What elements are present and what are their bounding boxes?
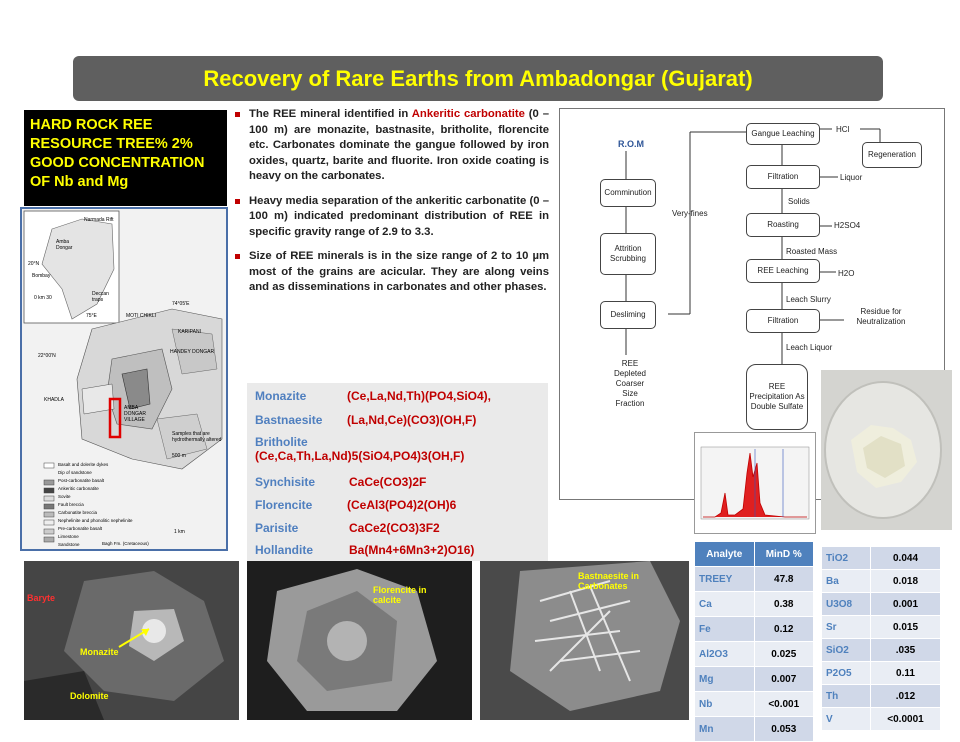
table-row: [822, 708, 941, 731]
bullet-item: [233, 194, 549, 241]
table-row: [695, 717, 814, 742]
flow-step: Filtration: [746, 309, 820, 333]
table-cell: Sr: [822, 616, 871, 639]
mineral-formula: (Ce,Ca,Th,La,Nd)5(SiO4,PO4)3(OH,F): [255, 449, 465, 463]
table-cell: 0.12: [754, 617, 814, 642]
mineral-name: Synchisite: [255, 475, 316, 489]
table-header-cell: Analyte: [695, 542, 755, 567]
table-cell: 0.001: [871, 593, 941, 616]
bullet-text: Heavy media separation of the ankeritic carbonatite (0 – 100 m) indicated predominant distribution of REE in specific gravity range of 2.9 to 3.3.: [249, 194, 549, 238]
table-row: [695, 592, 814, 617]
table-cell: Th: [822, 685, 871, 708]
legend-item: Ankeritic carbonatite: [58, 486, 99, 491]
sem-label: Florencite in calcite: [373, 585, 427, 605]
eds-spectrum-image: [694, 432, 816, 534]
table-row: [822, 593, 941, 616]
table-cell: <0.001: [754, 692, 814, 717]
flow-label: Leach Slurry: [786, 295, 831, 304]
table-row: [695, 567, 814, 592]
table-cell: .012: [871, 685, 941, 708]
flow-label: REE Depleted Coarser Size Fraction: [613, 359, 647, 408]
table-cell: Mn: [695, 717, 755, 742]
map-label: 500 m: [172, 453, 186, 459]
map-label: 75°E: [86, 313, 97, 319]
table-cell: Ca: [695, 592, 755, 617]
flow-step: Regeneration: [862, 142, 922, 168]
table-cell: TREEY: [695, 567, 755, 592]
oxide-table: [821, 546, 941, 731]
legend-item: Pre-carbonatite basalt: [58, 526, 103, 531]
flow-step: Gangue Leaching: [746, 123, 820, 145]
table-cell: 0.007: [754, 667, 814, 692]
flow-label: H2SO4: [834, 221, 861, 230]
table-cell: U3O8: [822, 593, 871, 616]
sem-label: Dolomite: [70, 691, 109, 701]
mineral-name: Monazite: [255, 389, 307, 403]
table-row: [695, 617, 814, 642]
hard-rock-line: HARD ROCK REE: [30, 117, 153, 133]
flow-step: Comminution: [600, 179, 656, 207]
map-label: Bombay: [32, 273, 51, 279]
table-row: [695, 667, 814, 692]
table-cell: P2O5: [822, 662, 871, 685]
sem-label: Baryte: [27, 593, 56, 603]
table-cell: Ba: [822, 570, 871, 593]
map-legend: [58, 461, 168, 549]
map-label: 74°05'E: [172, 301, 190, 307]
sem-image-florencite: [247, 561, 472, 720]
table-cell: Nb: [695, 692, 755, 717]
spectrum-plot: [695, 433, 815, 533]
table-row: [822, 685, 941, 708]
flow-label: Solids: [788, 197, 810, 206]
map-label: 0 km 30: [34, 295, 52, 301]
map-label: 1 km: [174, 529, 185, 535]
map-label: Amba Dongar: [56, 239, 73, 251]
map-label: AMBA DONGAR VILLAGE: [124, 405, 146, 423]
map-label: 22°00'N: [38, 353, 56, 359]
mineral-formula: CaCe(CO3)2F: [349, 475, 427, 489]
table-cell: 0.025: [754, 642, 814, 667]
sem-label: Bastnaesite in Carbonates: [578, 571, 640, 591]
table-row: [695, 642, 814, 667]
sem-image-monazite: [24, 561, 239, 720]
table-cell: 0.38: [754, 592, 814, 617]
sem-label: Monazite: [80, 647, 119, 657]
hard-rock-summary: [24, 110, 227, 206]
mineral-row: [255, 389, 492, 403]
mineral-formula: (Ce,La,Nd,Th)(PO4,SiO4),: [347, 389, 492, 403]
table-cell: Al2O3: [695, 642, 755, 667]
mineral-name: Parisite: [255, 521, 299, 535]
flow-step: Attrition Scrubbing: [600, 233, 656, 275]
table-cell: 0.018: [871, 570, 941, 593]
table-cell: Mg: [695, 667, 755, 692]
mineral-row: [255, 498, 457, 512]
table-cell: <0.0001: [871, 708, 941, 731]
flow-step: REE Precipitation As Double Sulfate: [746, 364, 808, 430]
table-cell: 0.053: [754, 717, 814, 742]
map-label: KARIPANI: [178, 329, 201, 335]
mineral-formula: CaCe2(CO3)3F2: [349, 521, 440, 535]
mineral-name: Florencite: [255, 498, 313, 512]
table-cell: 0.044: [871, 547, 941, 570]
bullet-marker: [235, 199, 240, 204]
map-label: Deccan traps: [92, 291, 109, 303]
hard-rock-line: RESOURCE TREE% 2%: [30, 136, 193, 152]
hard-rock-line: GOOD CONCENTRATION: [30, 155, 205, 171]
legend-item: Nephelinite and phonolitic nephelinite: [58, 518, 133, 523]
bullet-list: [233, 107, 549, 305]
bullet-marker: [235, 254, 240, 259]
legend-item: Fault breccia: [58, 502, 84, 507]
mineral-row: [255, 435, 464, 463]
table-row: [695, 692, 814, 717]
map-label: Samples that are hydrothermally altered: [172, 431, 222, 443]
table-row: [822, 639, 941, 662]
flow-step: Roasting: [746, 213, 820, 237]
analyte-table: [694, 541, 814, 742]
ree-powder-photo: [821, 370, 952, 530]
mineral-row: [255, 475, 427, 489]
flow-step: Filtration: [746, 165, 820, 189]
map-label: 20°N: [28, 261, 40, 267]
table-row: [822, 547, 941, 570]
table-row: [822, 662, 941, 685]
mineral-formula: (La,Nd,Ce)(CO3)(OH,F): [347, 413, 477, 427]
mineral-row: [255, 543, 475, 557]
table-cell: SiO2: [822, 639, 871, 662]
flow-step: Desliming: [600, 301, 656, 329]
map-label: KHADLA: [44, 397, 65, 403]
legend-item: Post-carbonatite basalt: [58, 478, 105, 483]
map-label: MOTI CHIKLI: [126, 313, 157, 319]
bullet-item: [233, 107, 549, 185]
legend-item: Sovite: [58, 494, 71, 499]
flow-label: Liquor: [840, 173, 863, 182]
table-cell: .035: [871, 639, 941, 662]
sem-texture: [247, 561, 472, 720]
legend-item: Sandstone: [58, 542, 80, 547]
bullet-marker: [235, 112, 240, 117]
table-header-row: [695, 542, 814, 567]
flow-label: R.O.M: [618, 139, 644, 149]
flow-label: H2O: [838, 269, 855, 278]
map-label: Narmada Rift: [84, 217, 114, 223]
legend-item: Carbonatite breccia: [58, 510, 98, 515]
powder-drawing: [821, 370, 952, 530]
table-header-cell: MinD %: [754, 542, 814, 567]
flow-label: Residue for Neutralization: [856, 307, 906, 326]
hard-rock-line: OF Nb and Mg: [30, 174, 129, 190]
mineral-row: [255, 413, 477, 427]
table-row: [822, 570, 941, 593]
page-title: Recovery of Rare Earths from Ambadongar (Gujarat): [73, 56, 883, 101]
table-cell: TiO2: [822, 547, 871, 570]
flow-step: REE Leaching: [746, 259, 820, 283]
map-label: HANDEY DONGAR: [170, 349, 215, 355]
mineral-formula: Ba(Mn4+6Mn3+2)O16): [349, 543, 475, 557]
mineral-name: Hollandite: [255, 543, 314, 557]
table-row: [822, 616, 941, 639]
legend-item: Limestone: [58, 534, 79, 539]
bullet-text: The REE mineral identified in: [249, 108, 412, 120]
mineral-formula: (CeAl3(PO4)2(OH)6: [347, 498, 457, 512]
legend-item: Bagh Fm. (Cretaceous): [102, 541, 149, 546]
bullet-text: Size of REE minerals is in the size range of 2 to 10 µm most of the grains are acicular. They are along veins and as disseminations in carbonates and other phases.: [249, 250, 549, 293]
flow-label: Leach Liquor: [786, 343, 833, 352]
mineral-name: Bastnaesite: [255, 413, 323, 427]
mineral-row: [255, 521, 440, 535]
table-cell: Fe: [695, 617, 755, 642]
highlight-text: Ankeritic carbonatite: [411, 108, 525, 120]
bullet-text: (0 – 100 m) are monazite, bastnasite, britholite, florencite etc. Carbonates dominate the gangue followed by iron oxides, quartz, barite and fluorite. Iron oxide coating is heavy on the carbonates.: [249, 108, 549, 182]
geological-map: [20, 207, 228, 551]
mineral-list: [247, 383, 548, 561]
sem-texture: [24, 561, 239, 720]
table-cell: 0.015: [871, 616, 941, 639]
table-cell: 0.11: [871, 662, 941, 685]
flow-label: HCl: [836, 125, 850, 134]
table-cell: 47.8: [754, 567, 814, 592]
legend-item: Basalt and dolerite dykes: [58, 462, 109, 467]
mineral-name: Britholite: [255, 435, 308, 449]
sem-image-bastnaesite: [480, 561, 689, 720]
flow-label: Roasted Mass: [786, 247, 838, 256]
flow-label: Very-fines: [672, 209, 708, 218]
table-cell: V: [822, 708, 871, 731]
bullet-item: [233, 249, 549, 296]
legend-item: Dip of sandstone: [58, 470, 92, 475]
